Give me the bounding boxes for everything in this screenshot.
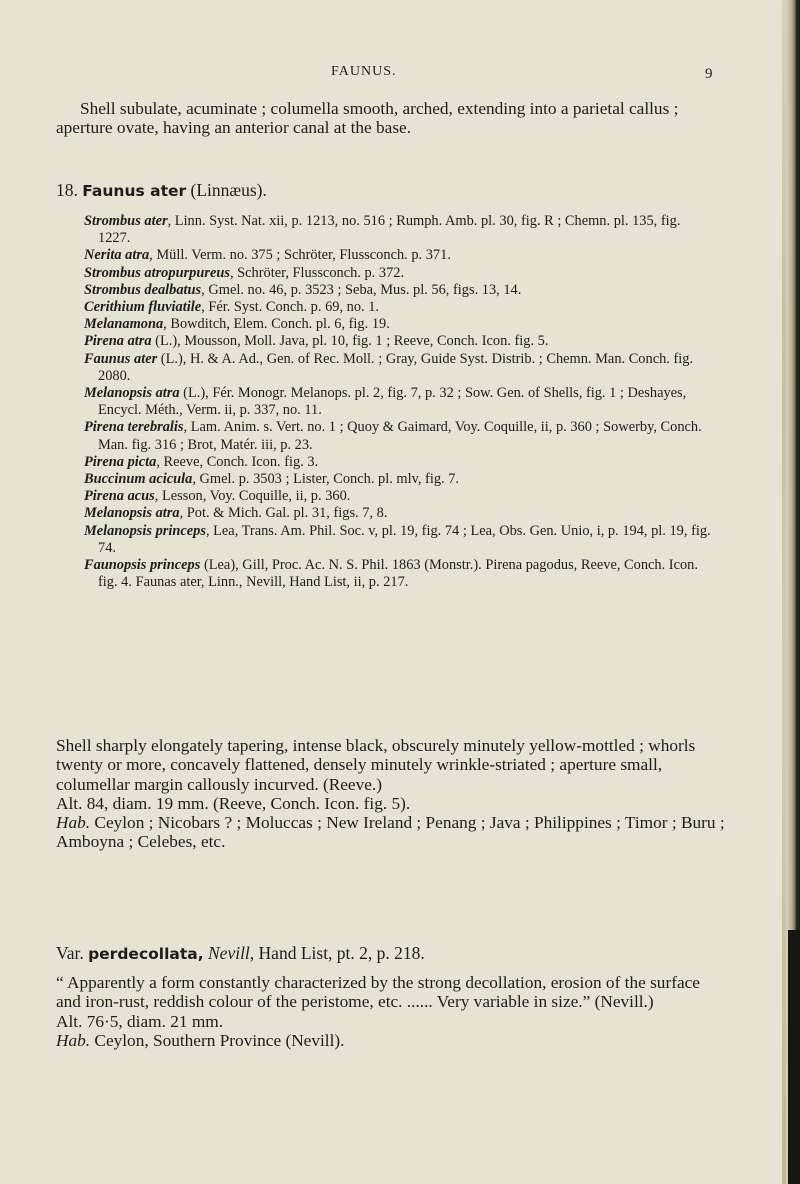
synonym-entry: Pirena atra (L.), Mousson, Moll. Java, pl. 10, fig. 1 ; Reeve, Conch. Icon. fig. 5.: [84, 333, 549, 350]
synonym-entry: Melanamona, Bowditch, Elem. Conch. pl. 6, fig. 19.: [84, 316, 390, 333]
variety-habitat: Hab. Ceylon, Southern Province (Nevill).: [56, 1030, 345, 1050]
synonym-entry: Melanopsis atra (L.), Fér. Monogr. Melanops. pl. 2, fig. 7, p. 32 ; Sow. Gen. of Shells, fig. 1 ; Deshayes, Encycl. Méth., Verm. ii, p. 337, no. 11.: [84, 385, 687, 419]
variety-dimensions: Alt. 76·5, diam. 21 mm.: [56, 1011, 224, 1031]
variety-author: Nevill,: [208, 943, 255, 963]
species-heading: [56, 180, 267, 201]
synonym-entry: Melanopsis atra, Pot. & Mich. Gal. pl. 31, figs. 7, 8.: [84, 505, 388, 522]
synonym-entry: Melanopsis princeps, Lea, Trans. Am. Phil. Soc. v, pl. 19, fig. 74 ; Lea, Obs. Gen. Unio, i, p. 194, pl. 19, fig. 74.: [84, 522, 711, 556]
altitude-line: Alt. 84, diam. 19 mm. (Reeve, Conch. Icon. fig. 5).: [56, 793, 411, 813]
synonym-entry: Pirena acus, Lesson, Voy. Coquille, ii, p. 360.: [84, 488, 351, 505]
variety-heading: Var. perdecollata, Nevill, Hand List, pt. 2, p. 218.: [56, 943, 425, 963]
synonym-entry: Faunus ater (L.), H. & A. Ad., Gen. of Rec. Moll. ; Gray, Guide Syst. Distrib. ; Chemn. Man. Conch. fig. 2080.: [84, 350, 694, 384]
page-edge-dark: [788, 930, 800, 1184]
synonym-entry: Strombus dealbatus, Gmel. no. 46, p. 3523 ; Seba, Mus. pl. 56, figs. 13, 14.: [84, 281, 522, 298]
intro-paragraph: Shell subulate, acuminate ; columella smooth, arched, extending into a parietal callus ; aperture ovate, having an anterior canal at the base.: [56, 99, 679, 138]
synonym-entry: Buccinum acicula, Gmel. p. 3503 ; Lister, Conch. pl. mlv, fig. 7.: [84, 471, 460, 488]
species-name: Faunus ater: [82, 182, 187, 200]
synonym-entry: Nerita atra, Müll. Verm. no. 375 ; Schröter, Flussconch. p. 371.: [84, 247, 451, 264]
species-number: 18.: [56, 180, 78, 200]
synonym-entry: Strombus ater, Linn. Syst. Nat. xii, p. 1213, no. 516 ; Rumph. Amb. pl. 30, fig. R ; Chemn. pl. 135, fig. 1227.: [84, 213, 681, 247]
variety-paragraph: [56, 973, 726, 1050]
variety-name: perdecollata,: [88, 945, 204, 963]
synonym-entry: Pirena picta, Reeve, Conch. Icon. fig. 3.: [84, 453, 319, 470]
synonym-entry: Pirena terebralis, Lam. Anim. s. Vert. no. 1 ; Quoy & Gaimard, Voy. Coquille, ii, p. 360 ; Sowerby, Conch. Man. fig. 316 ; Brot, Matér. iii, p. 23.: [84, 419, 702, 453]
synonym-entry: Strombus atropurpureus, Schröter, Flussconch. p. 372.: [84, 264, 405, 281]
page-number: 9: [705, 66, 713, 82]
running-head: FAUNUS.: [331, 64, 397, 79]
synonymy-list: [84, 213, 716, 591]
synonym-entry: Cerithium fluviatile, Fér. Syst. Conch. p. 69, no. 1.: [84, 299, 380, 316]
synonym-entry: Faunopsis princeps (Lea), Gill, Proc. Ac. N. S. Phil. 1863 (Monstr.). Pirena pagodus, Reeve, Conch. Icon. fig. 4. Faunas ater, Linn., Nevill, Hand List, ii, p. 217.: [84, 557, 698, 591]
variety-quote: “ Apparently a form constantly characterized by the strong decollation, erosion of the surface and iron-rust, reddish colour of the peristome, etc. ...... Very variable in size.” (Nevill.): [56, 973, 700, 1012]
description-paragraph: Shell sharply elongately tapering, intense black, obscurely minutely yellow-mottled ; whorls twenty or more, concavely flattened, densely minutely wrinkle-striated ; aperture small, columellar margin callously incurved. (Reeve.) Alt. 84, diam. 19 mm. (Reeve, Conch. Icon. fig. 5). Hab. Ceylon ; Nicobars ? ; Moluccas ; New Ireland ; Penang ; Java ; Philippines ; Timor ; Buru ; Amboyna ; Celebes, etc.: [56, 736, 725, 852]
habitat-line: Hab. Ceylon ; Nicobars ? ; Moluccas ; New Ireland ; Penang ; Java ; Philippines ; Timor ; Buru ; Amboyna ; Celebes, etc.: [56, 813, 725, 852]
species-author: (Linnæus).: [190, 180, 267, 200]
